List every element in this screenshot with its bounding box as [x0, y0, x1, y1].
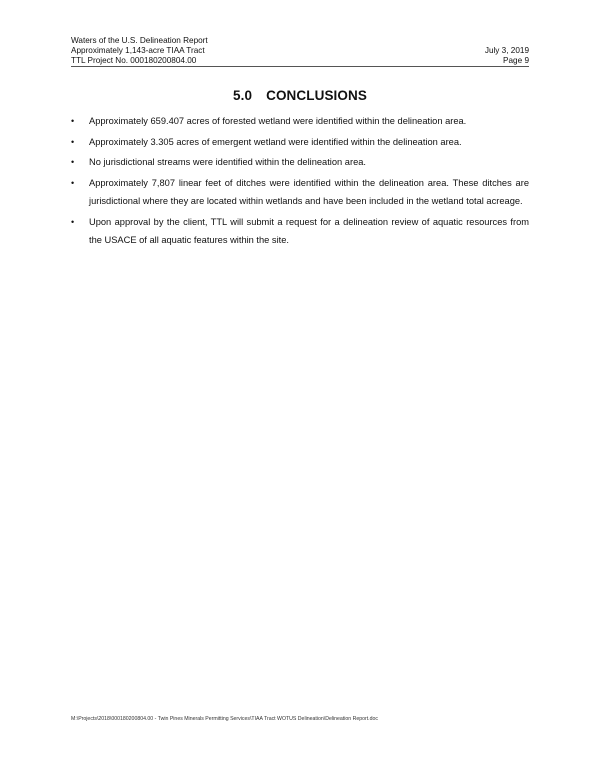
tract-name: Approximately 1,143-acre TIAA Tract: [71, 46, 205, 56]
list-item: [71, 153, 529, 172]
conclusions-list: [71, 112, 529, 250]
bullet-icon: •: [71, 157, 75, 167]
section-title: CONCLUSIONS: [266, 88, 367, 103]
list-item-text: Approximately 3.305 acres of emergent wetland were identified within the delineation area.: [89, 136, 462, 147]
conclusions-body: [71, 112, 529, 252]
list-item: [71, 174, 529, 211]
bullet-icon: •: [71, 116, 75, 126]
header-divider: [71, 66, 529, 67]
page-number: Page 9: [503, 56, 529, 66]
bullet-icon: •: [71, 177, 75, 188]
list-item: [71, 213, 529, 250]
list-item-text: No jurisdictional streams were identified within the delineation area.: [89, 157, 366, 167]
section-heading: [0, 88, 600, 103]
header-right-block: [379, 46, 529, 66]
list-item: [71, 133, 529, 152]
header-left-block: [71, 36, 371, 67]
list-item-text: Approximately 7,807 linear feet of ditches were identified within the delineation area. These ditches are jurisdictional where they are located within wetlands and have been included in the wetland total acreage.: [89, 177, 529, 206]
report-date: July 3, 2019: [484, 46, 529, 56]
list-item-text: Upon approval by the client, TTL will submit a request for a delineation review of aquatic resources from the USACE of all aquatic features within the site.: [89, 216, 529, 245]
report-title: Waters of the U.S. Delineation Report: [71, 36, 208, 45]
project-number: TTL Project No. 000180200804.00: [71, 56, 197, 66]
section-number: 5.0: [233, 88, 253, 103]
list-item-text: Approximately 659.407 acres of forested wetland were identified within the delineation area.: [89, 116, 467, 126]
bullet-icon: •: [71, 136, 75, 147]
file-path-footer: M:\Projects\2018\000180200804.00 - Twin Pines Minerals Permitting Services\TIAA Tract WOTUS Delineation\Delineation Report.doc: [71, 716, 378, 722]
bullet-icon: •: [71, 216, 75, 227]
list-item: [71, 112, 529, 131]
